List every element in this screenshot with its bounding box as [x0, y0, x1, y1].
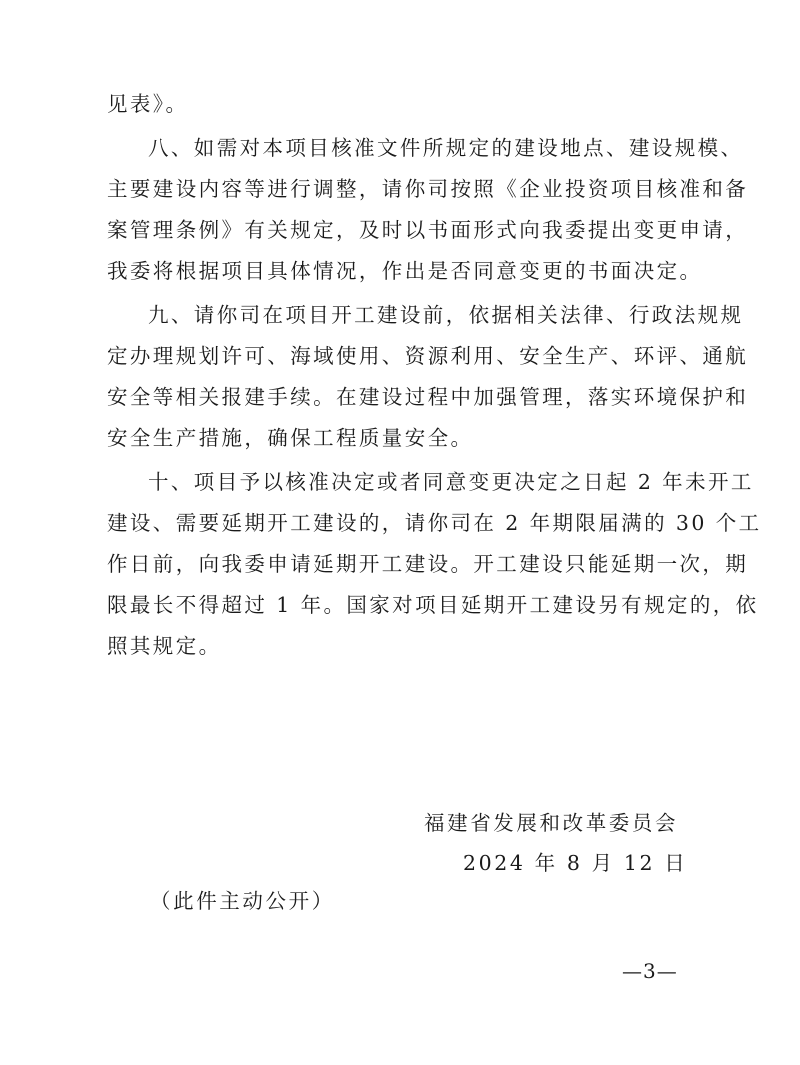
clause-9-line-2: 定办理规划许可、海域使用、资源利用、安全生产、环评、通航: [107, 344, 749, 368]
clause-10-line-1: 十、项目予以核准决定或者同意变更决定之日起 2 年未开工: [148, 470, 754, 494]
clause-9-line-1: 九、请你司在项目开工建设前，依据相关法律、行政法规规: [148, 303, 744, 327]
clause-8-line-3: 案管理条例》有关规定，及时以书面形式向我委提出变更申请，: [107, 218, 749, 242]
page-number: —3—: [622, 959, 678, 983]
clause-10-line-4: 限最长不得超过 1 年。国家对项目延期开工建设另有规定的，依: [107, 593, 759, 617]
clause-8-line-2: 主要建设内容等进行调整，请你司按照《企业投资项目核准和备: [107, 177, 749, 201]
clause-10-line-5: 照其规定。: [107, 634, 222, 658]
clause-10-line-3: 作日前，向我委申请延期开工建设。开工建设只能延期一次，期: [107, 552, 749, 576]
public-disclosure-note: （此件主动公开）: [150, 889, 335, 913]
body-line-1: 见表》。: [107, 92, 189, 116]
signature-date: 2024 年 8 月 12 日: [463, 851, 688, 875]
signature-organization: 福建省发展和改革委员会: [424, 811, 679, 835]
clause-8-line-1: 八、如需对本项目核准文件所规定的建设地点、建设规模、: [148, 136, 744, 160]
clause-8-line-4: 我委将根据项目具体情况，作出是否同意变更的书面决定。: [107, 259, 703, 283]
clause-9-line-3: 安全等相关报建手续。在建设过程中加强管理，落实环境保护和: [107, 385, 749, 409]
clause-10-line-2: 建设、需要延期开工建设的，请你司在 2 年期限届满的 30 个工: [107, 511, 762, 535]
clause-9-line-4: 安全生产措施，确保工程质量安全。: [107, 426, 474, 450]
